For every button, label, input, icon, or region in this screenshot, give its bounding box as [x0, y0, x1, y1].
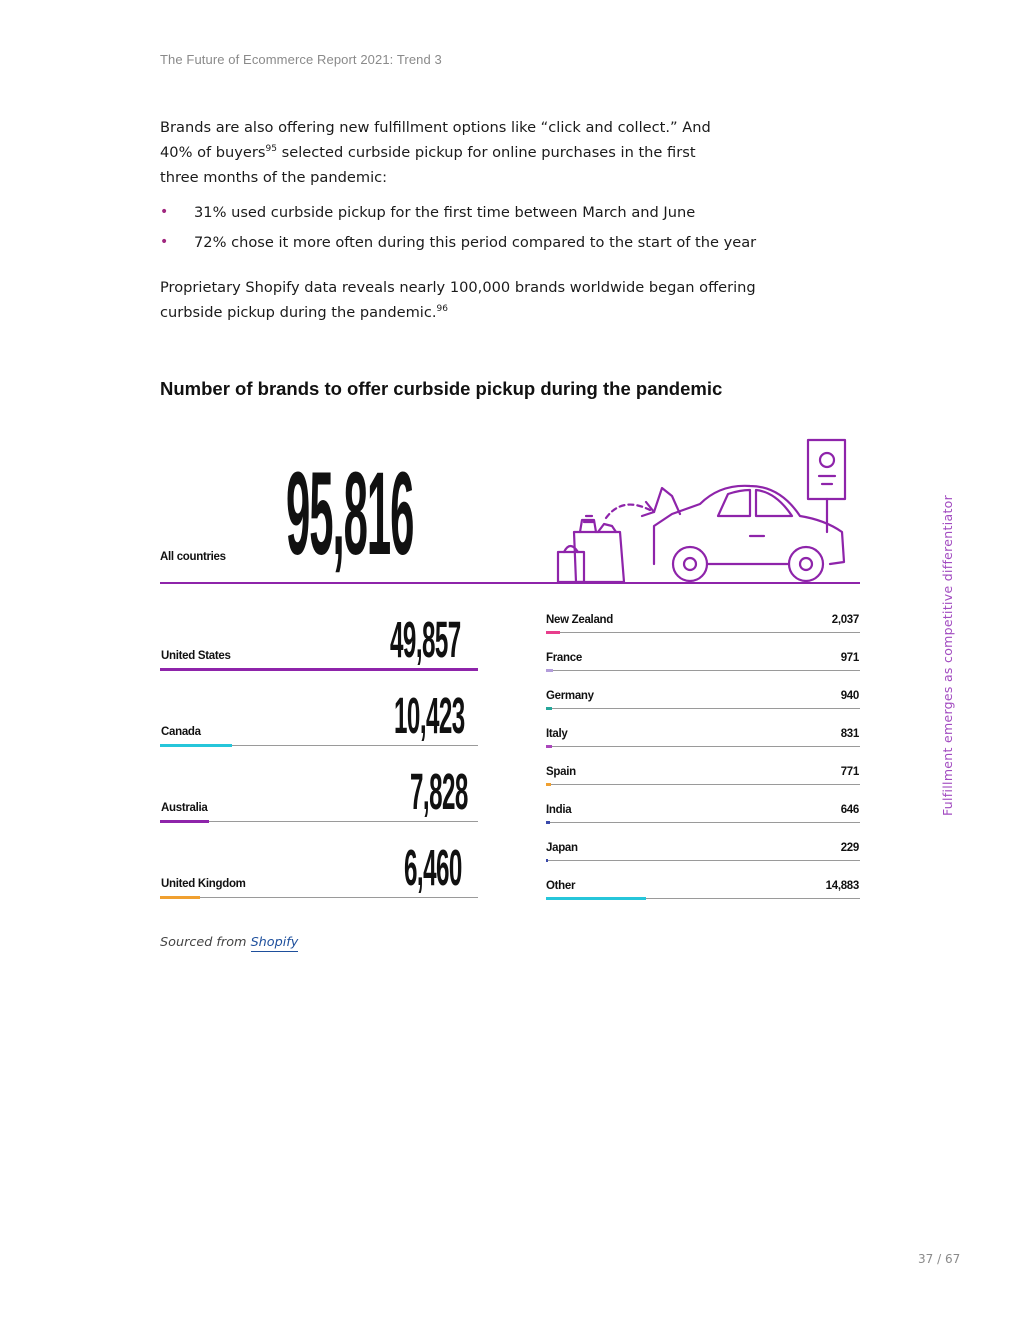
- country-label: Australia: [161, 802, 208, 814]
- bullet-dot: •: [160, 234, 169, 250]
- footnote-95[interactable]: 95: [265, 144, 277, 155]
- country-label: France: [546, 652, 582, 664]
- intro-line-2-post: selected curbside pickup for online purchases in the first: [276, 144, 696, 161]
- country-value: 7,828: [410, 764, 468, 821]
- shopify-paragraph: [160, 275, 800, 325]
- country-value: 831: [840, 728, 859, 740]
- row-divider: [546, 632, 860, 633]
- row-divider: [546, 708, 860, 709]
- country-value: 10,423: [394, 688, 465, 745]
- country-value: 14,883: [825, 880, 859, 892]
- country-label: Spain: [546, 766, 576, 778]
- intro-line-1: Brands are also offering new fulfillment options like “click and collect.” And: [160, 119, 711, 136]
- value-bar: [546, 897, 646, 900]
- country-label: United Kingdom: [161, 878, 246, 890]
- para2-line-2: [160, 300, 800, 325]
- source-note: [160, 935, 298, 950]
- country-value: 6,460: [404, 840, 462, 897]
- country-value: 49,857: [390, 612, 461, 669]
- report-header: The Future of Ecommerce Report 2021: Trend 3: [160, 52, 442, 67]
- value-bar: [546, 745, 552, 748]
- value-bar: [546, 669, 553, 672]
- pickup-sign-icon: [808, 440, 845, 499]
- country-value: 2,037: [831, 614, 859, 626]
- chart-title: Number of brands to offer curbside pickup during the pandemic: [160, 378, 723, 399]
- value-bar: [546, 707, 552, 710]
- country-label: Other: [546, 880, 576, 892]
- value-bar: [546, 783, 551, 786]
- row-divider: [546, 784, 860, 785]
- value-bar: [160, 668, 478, 671]
- intro-paragraph: [160, 115, 800, 190]
- bullet-text: 31% used curbside pickup for the first time between March and June: [194, 204, 696, 221]
- value-bar: [160, 744, 232, 747]
- value-bar: [160, 896, 200, 899]
- country-value: 229: [840, 842, 859, 854]
- bullet-list: [160, 200, 860, 260]
- total-label: All countries: [160, 551, 226, 563]
- page-number: 37 / 67: [918, 1252, 961, 1266]
- grocery-bag-icon: [574, 532, 624, 582]
- intro-line-3: three months of the pandemic:: [160, 169, 388, 186]
- row-divider: [546, 670, 860, 671]
- row-divider: [546, 860, 860, 861]
- intro-line-2: [160, 140, 800, 165]
- value-bar: [160, 820, 209, 823]
- footnote-96[interactable]: 96: [436, 304, 448, 315]
- bullet-text: 72% chose it more often during this period compared to the start of the year: [194, 234, 757, 251]
- total-value: 95,816: [286, 447, 414, 579]
- para2-line-1: Proprietary Shopify data reveals nearly 100,000 brands worldwide began offering: [160, 279, 756, 296]
- para2-line-2-text: curbside pickup during the pandemic.: [160, 304, 437, 321]
- shopify-source-link[interactable]: Shopify: [250, 935, 299, 950]
- curbside-pickup-illustration: [550, 436, 860, 586]
- row-divider: [546, 822, 860, 823]
- country-label: New Zealand: [546, 614, 613, 626]
- country-value: 940: [840, 690, 859, 702]
- section-side-label: Fulfillment emerges as competitive differentiator: [940, 494, 955, 816]
- bullet-dot: •: [160, 204, 169, 220]
- country-label: Japan: [546, 842, 578, 854]
- country-label: Germany: [546, 690, 594, 702]
- bullet-item: [160, 200, 860, 230]
- bullet-item: [160, 230, 860, 260]
- value-bar: [546, 859, 548, 862]
- country-label: Italy: [546, 728, 568, 740]
- value-bar: [546, 821, 550, 824]
- country-value: 646: [840, 804, 859, 816]
- country-label: United States: [161, 650, 231, 662]
- row-divider: [546, 746, 860, 747]
- country-value: 771: [840, 766, 859, 778]
- country-value: 971: [840, 652, 859, 664]
- source-prefix: Sourced from: [160, 935, 251, 950]
- country-label: Canada: [161, 726, 201, 738]
- intro-line-2-pre: 40% of buyers: [160, 144, 266, 161]
- total-divider: [160, 582, 860, 584]
- value-bar: [546, 631, 560, 634]
- row-divider: [160, 897, 478, 898]
- country-label: India: [546, 804, 572, 816]
